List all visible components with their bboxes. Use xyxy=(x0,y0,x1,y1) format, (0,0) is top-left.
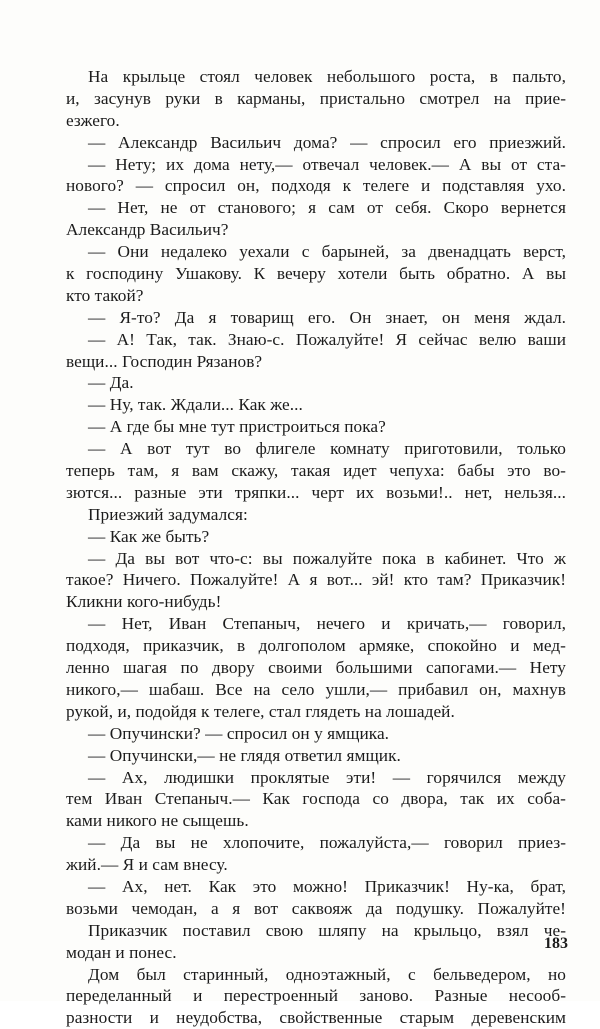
text-line: — Ну, так. Ждали... Как же... xyxy=(88,395,303,415)
text-line: — Александр Васильич дома? — спросил его приезжий. xyxy=(88,132,566,152)
text-line: — Нет, Иван Степаныч, нечего и кричать,— говорил, xyxy=(88,614,566,634)
text-line: — Да вы вот что-с: вы пожалуйте пока в кабинет. Что ж xyxy=(88,548,566,568)
text-line: — Я-то? Да я товарищ его. Он знает, он меня ждал. xyxy=(88,307,566,327)
text-line: — Ах, людишки проклятые эти! — горячился между xyxy=(88,767,566,787)
text-line: кто такой? xyxy=(66,285,144,305)
text-line: — Нету; их дома нету,— отвечал человек.— А вы от ста- xyxy=(88,154,566,174)
text-line: На крыльце стоял человек небольшого роста, в пальто, xyxy=(88,67,566,86)
text-line: Александр Васильич? xyxy=(66,220,229,240)
text-line: к господину Ушакову. К вечеру хотели быть обратно. А вы xyxy=(66,264,566,284)
text-line: — А! Так, так. Знаю-с. Пожалуйте! Я сейчас велю ваши xyxy=(88,329,566,349)
text-line: Кликни кого-нибудь! xyxy=(66,592,222,612)
text-line: — Опучински? — спросил он у ямщика. xyxy=(88,723,390,743)
page-number: 183 xyxy=(544,935,568,952)
text-line: — А вот тут во флигеле комнату приготовили, только xyxy=(88,439,566,459)
text-line: Дом был старинный, одноэтажный, с бельведером, но xyxy=(88,964,566,984)
text-line: — Да вы не хлопочите, пожалуйста,— говорил приез- xyxy=(88,833,566,853)
text-line: подходя, приказчик, в долгополом армяке, спокойно и мед- xyxy=(66,636,566,656)
text-line: — Нет, не от станового; я сам от себя. Скоро вернется xyxy=(88,198,566,218)
text-line: нового? — спросил он, подходя к телеге и подставляя ухо. xyxy=(66,176,566,196)
text-line: — А где бы мне тут пристроиться пока? xyxy=(88,417,386,437)
body-text xyxy=(66,66,566,1029)
text-line: вещи... Господин Рязанов? xyxy=(66,351,263,371)
text-line: зются... разные эти тряпки... черт их возьми!.. нет, нельзя... xyxy=(66,482,566,502)
text-line: — Опучински,— не глядя ответил ямщик. xyxy=(88,745,401,765)
text-line: модан и понес. xyxy=(66,942,177,962)
text-line: возьми чемодан, а я вот саквояж да подушку. Пожалуйте! xyxy=(66,898,566,918)
text-line: переделанный и перестроенный заново. Разные несооб- xyxy=(66,986,566,1006)
text-line: ками никого не сыщешь. xyxy=(66,811,249,831)
text-line: тем Иван Степаныч.— Как господа со двора, так их соба- xyxy=(66,789,566,809)
text-line: рукой, и, подойдя к телеге, стал глядеть на лошадей. xyxy=(66,701,455,721)
text-line: Приказчик поставил свою шляпу на крыльцо, взял че- xyxy=(88,920,566,940)
text-line: теперь там, я вам скажу, такая идет чепуха: бабы это во- xyxy=(66,461,566,481)
text-line: Приезжий задумался: xyxy=(88,504,248,524)
text-line: такое? Ничего. Пожалуйте! А я вот... эй! кто там? Приказчик! xyxy=(66,570,566,590)
text-line: ленно шагая по двору своими большими сапогами.— Нету xyxy=(66,658,566,678)
text-line: жий.— Я и сам внесу. xyxy=(66,855,228,875)
text-line: — Да. xyxy=(88,373,134,393)
text-line: — Ах, нет. Как это можно! Приказчик! Ну-ка, брат, xyxy=(88,876,566,896)
text-line: — Они недалеко уехали с барыней, за двенадцать верст, xyxy=(88,242,566,262)
text-line: никого,— шабаш. Все на село ушли,— прибавил он, махнув xyxy=(66,679,566,699)
text-line: и, засунув руки в карманы, пристально смотрел на прие- xyxy=(66,88,566,108)
text-line: — Как же быть? xyxy=(88,526,210,546)
text-line: езжего. xyxy=(66,110,120,130)
text-line: разности и неудобства, свойственные старым деревенским xyxy=(66,1008,566,1028)
